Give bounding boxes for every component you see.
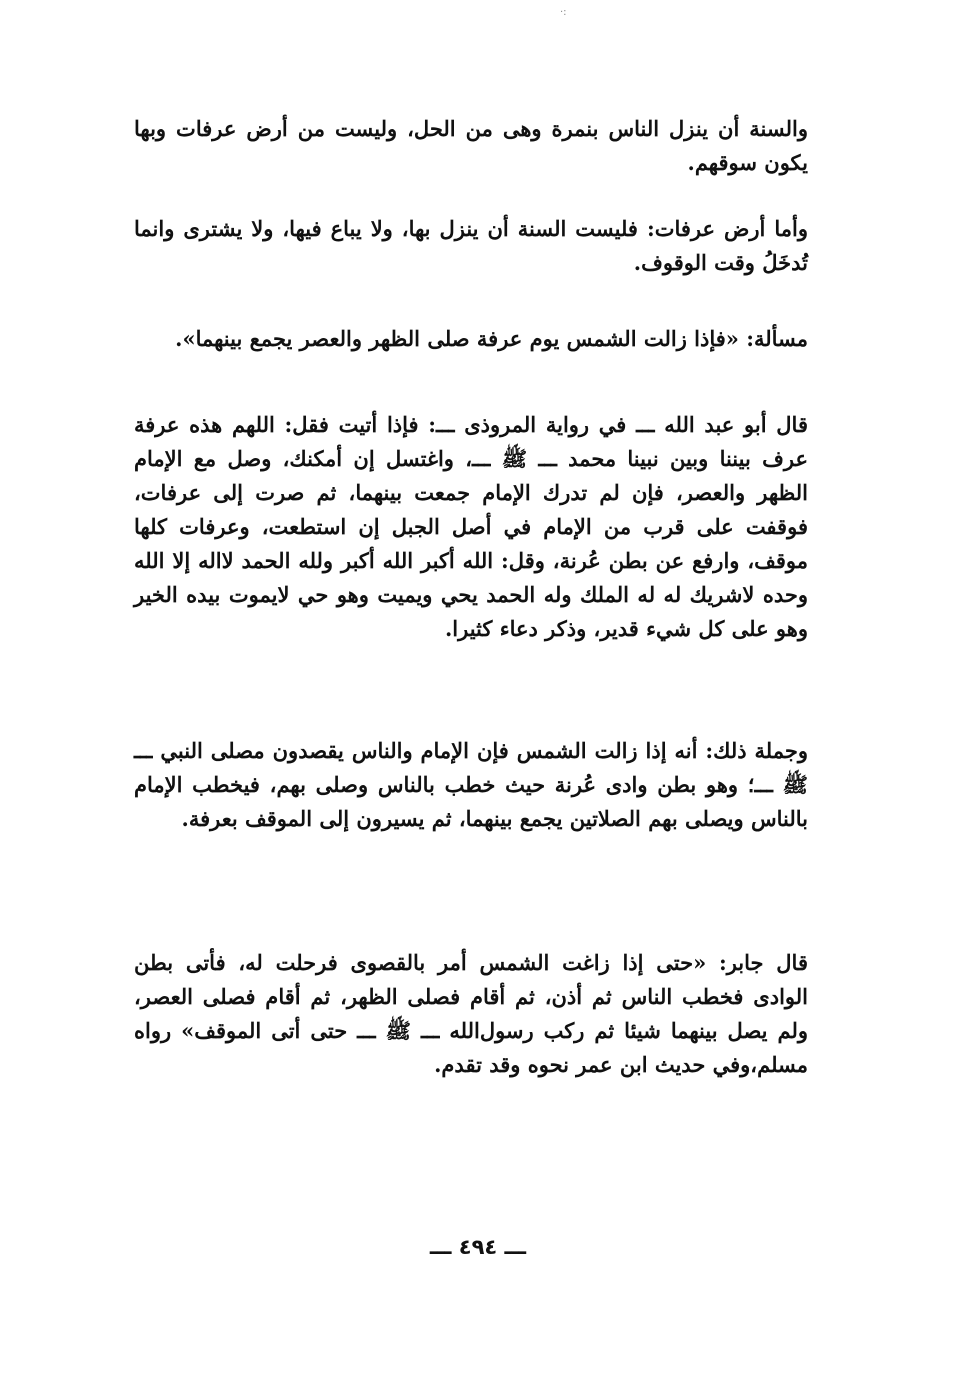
paragraph-1: والسنة أن ينزل الناس بنمرة وهى من الحل، وليست من أرض عرفات وبها يكون سوقهم. [134, 116, 808, 175]
scan-speck: ·: [560, 7, 567, 18]
paragraph-4: قال أبو عبد الله ـــ في رواية المروذى ـــ: فإذا أتيت فقل: اللهم هذه عرفة عرف بيننا وبين نبينا محمد ـــ ﷺ ـــ، واغتسل إن أمكنك، وصل مع الإمام الظهر والعصر، فإن لم تدرك الإمام جمعت بينهما، ثم صرت إلى عرفات، فوقفت على قرب من الإمام في أصل الجبل إن استطعت، وعرفات كلها موقف، وارفع عن بطن عُرنة، وقل: الله أكبر الله أكبر ولله الحمد لااله إلا الله وحده لاشريك له له الملك وله الحمد يحي ويميت وهو حي لايموت بيده الخير وهو على كل شيء قدير، وذكر دعاء كثيرا. [134, 412, 808, 641]
paragraph-2: وأما أرض عرفات: فليست السنة أن ينزل بها، ولا يباع فيها، ولا يشترى وانما تُدخَلُ وقت الوقوف. [134, 216, 808, 275]
paragraph-6: قال جابر: «حتى إذا زاغت الشمس أمر بالقصوى فرحلت له، فأتى بطن الوادى فخطب الناس ثم أذن، ثم أقام فصلى الظهر، ثم أقام فصلى العصر، ولم يصل بينهما شيئا ثم ركب رسول‌الله ـــ ﷺ ـــ حتى أتى الموقف» رواه مسلم،وفي حديث ابن عمر نحوه وقد تقدم. [134, 950, 808, 1077]
paragraph-5: وجملة ذلك: أنه إذا زالت الشمس فإن الإمام والناس يقصدون مصلى النبي ـــ ﷺ ـــ؛ وهو بطن وادى عُرنة حيث خطب بالناس وصلى بهم، فيخطب الإمام بالناس ويصلى بهم الصلاتين يجمع بينهما، ثم يسيرون إلى الموقف بعرفة. [134, 738, 808, 831]
page-number: ـــ ٤٩٤ ـــ [429, 1235, 527, 1259]
paragraph-3-masala: مسألة: «فإذا زالت الشمس يوم عرفة صلى الظهر والعصر يجمع بينهما». [175, 326, 808, 351]
